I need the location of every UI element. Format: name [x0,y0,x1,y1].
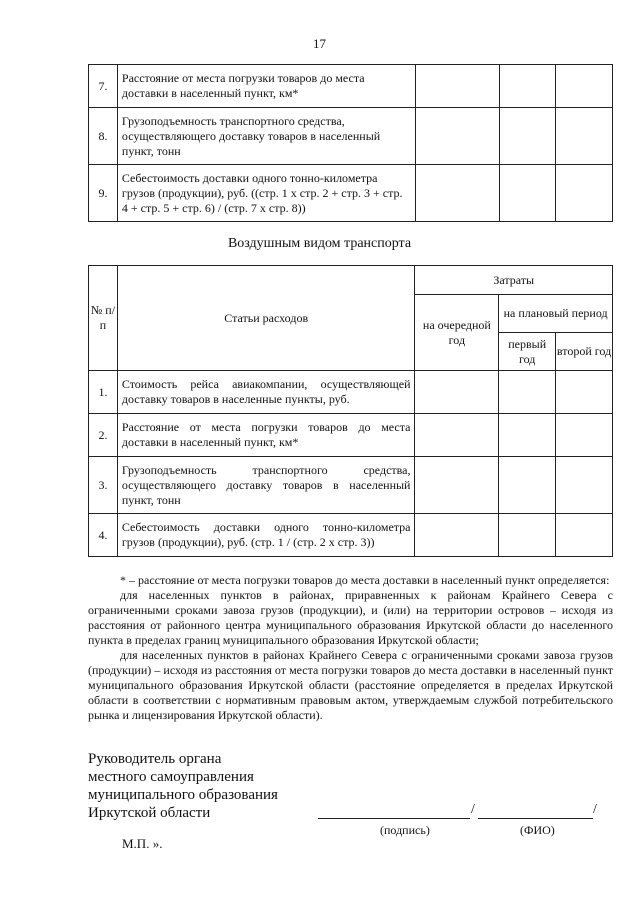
value-cell [556,514,613,557]
row-number: 3. [89,457,118,514]
row-number: 8. [89,108,118,165]
row-text: Грузоподъемность транспортного средства, осуществляющего доставку товаров в населенный пункт, тонн [117,457,415,514]
header-costs: Затраты [415,266,613,295]
footnote-paragraph: для населенных пунктов в районах, приравненных к районам Крайнего Севера с ограниченными сроками завоза грузов (продукции), и (или) на территории островов – исходя из расстояния от районного центра муниципального образования Иркутской области до населенного пункта в пределах границ муниципального образования Иркутской области; [88,588,613,647]
signatory-line: муниципального образования [88,787,278,803]
value-cell [415,371,499,414]
value-cell [556,371,613,414]
footnotes [88,573,613,723]
value-cell [556,457,613,514]
row-text: Себестоимость доставки одного тонно-километра грузов (продукции), руб. (стр. 1 / (стр. 2 х стр. 3)) [117,514,415,557]
signature-underline [318,818,470,819]
value-cell [499,457,556,514]
footnote-paragraph: * – расстояние от места погрузки товаров до места доставки в населенный пункт определяется: [120,573,610,587]
row-number: 7. [89,65,118,108]
table-row [89,514,613,557]
stamp-place: М.П. ». [122,836,163,851]
header-num: № п/п [89,266,118,371]
value-cell [499,371,556,414]
row-number: 4. [89,514,118,557]
value-cell [499,165,556,222]
signature-label: (подпись) [380,823,430,837]
footnote-paragraph: для населенных пунктов в районах Крайнего Севера с ограниченными сроками завоза грузов (продукции) – исходя из расстояния от места погрузки товаров до места доставки в населенный пункт муниципального образования Иркутской области (расстояние определяется в пределах Иркутской области в соответствии с нормативным правовым актом, утверждаемым службой потребительского рынка и лицензирования Иркутской области). [88,648,613,722]
value-cell [499,414,556,457]
value-cell [415,414,499,457]
row-text: Стоимость рейса авиакомпании, осуществляющей доставку товаров в населенные пункты, руб. [117,371,415,414]
table-row [89,165,613,222]
value-cell [499,108,556,165]
separator-slash: / [471,802,475,817]
signature-block [88,750,278,822]
separator-slash: / [593,802,597,817]
table-row [89,108,613,165]
signatory-line: Руководитель органа [88,751,222,767]
value-cell [499,514,556,557]
value-cell [415,108,499,165]
row-text: Расстояние от места погрузки товаров до места доставки в населенный пункт, км* [117,414,415,457]
table-row [89,457,613,514]
table-row [89,371,613,414]
row-text: Расстояние от места погрузки товаров до места доставки в населенный пункт, км* [117,65,415,108]
header-row [89,266,613,295]
value-cell [556,65,613,108]
continued-cost-table [88,64,613,222]
table-row [89,65,613,108]
air-cost-table [88,265,613,557]
value-cell [415,457,499,514]
air-section-title: Воздушным видом транспорта [227,236,412,251]
value-cell [499,65,556,108]
value-cell [556,165,613,222]
header-second-year: второй год [556,333,613,371]
value-cell [556,108,613,165]
name-label: (ФИО) [520,823,555,837]
page-number: 17 [313,36,326,51]
value-cell [415,65,499,108]
header-first-year: первый год [499,333,556,371]
header-planned-period: на плановый период [499,295,613,333]
signatory-line: местного самоуправления [88,769,254,785]
value-cell [415,165,499,222]
row-text: Грузоподъемность транспортного средства, осуществляющего доставку товаров в населенный пункт, тонн [117,108,415,165]
row-number: 2. [89,414,118,457]
signatory-line: Иркутской области [88,805,211,821]
table-row [89,414,613,457]
row-text: Себестоимость доставки одного тонно-километра грузов (продукции), руб. ((стр. 1 х стр. 2 + стр. 3 + стр. 4 + стр. 5 + стр. 6) / (стр. 7 х стр. 8)) [117,165,415,222]
header-items: Статьи расходов [117,266,415,371]
header-next-year: на очередной год [415,295,499,371]
row-number: 9. [89,165,118,222]
value-cell [556,414,613,457]
value-cell [415,514,499,557]
name-underline [478,818,593,819]
row-number: 1. [89,371,118,414]
